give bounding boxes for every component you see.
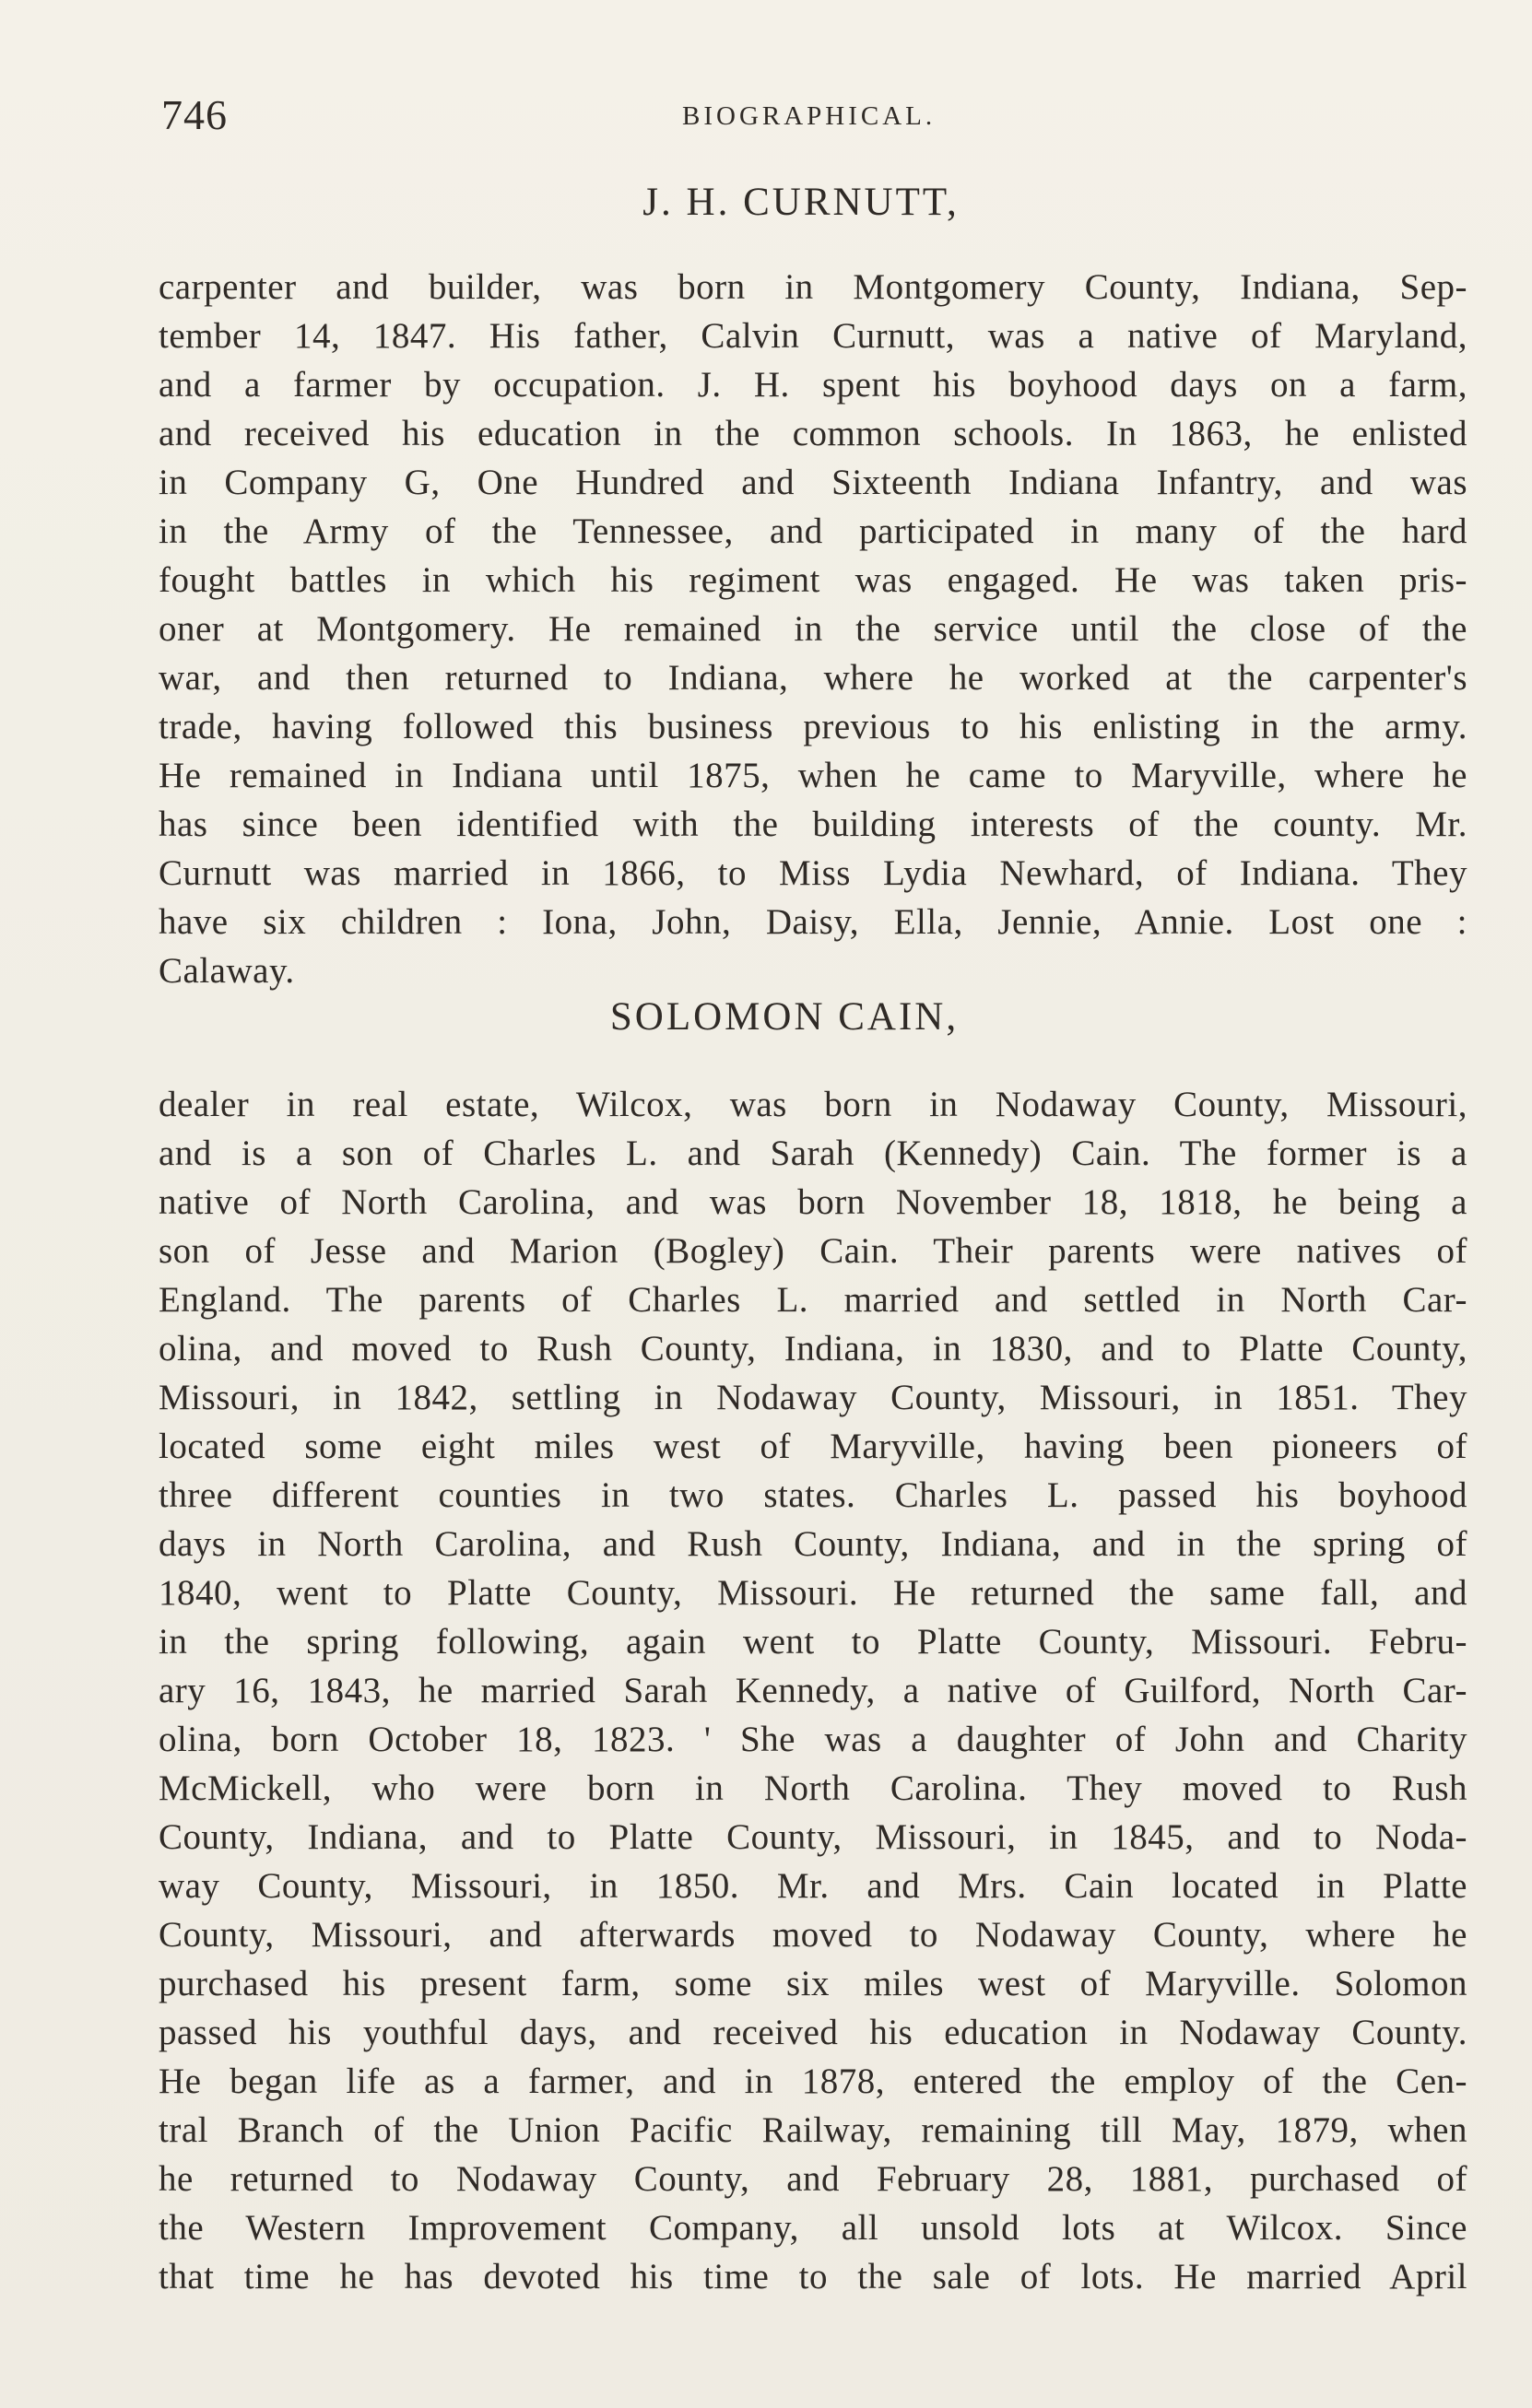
text-line: County, Indiana, and to Platte County, Missouri, in 1845, and to Noda- [159,1817,1467,1857]
text-line: that time he has devoted his time to the sale of lots. He married April [159,2257,1467,2296]
text-line: olina, born October 18, 1823. ' She was a daughter of John and Charity [159,1720,1467,1759]
text-line: Calaway. [159,951,295,991]
text-line: Curnutt was married in 1866, to Miss Lydia Newhard, of Indiana. They [159,853,1467,893]
text-line: Missouri, in 1842, settling in Nodaway County, Missouri, in 1851. They [159,1378,1467,1417]
page-number: 746 [161,91,228,138]
text-line: carpenter and builder, was born in Montgomery County, Indiana, Sep- [159,267,1467,307]
text-line: tember 14, 1847. His father, Calvin Curnutt, was a native of Maryland, [159,316,1467,356]
text-line: He remained in Indiana until 1875, when he came to Maryville, where he [159,756,1467,795]
text-line: oner at Montgomery. He remained in the service until the close of the [159,609,1467,649]
text-line: and received his education in the common schools. In 1863, he enlisted [159,414,1467,453]
text-line: olina, and moved to Rush County, Indiana, in 1830, and to Platte County, [159,1329,1467,1368]
text-line: ary 16, 1843, he married Sarah Kennedy, a native of Guilford, North Car- [159,1671,1467,1710]
text-line: 1840, went to Platte County, Missouri. He returned the same fall, and [159,1573,1467,1613]
text-line: in Company G, One Hundred and Sixteenth Indiana Infantry, and was [159,463,1467,502]
text-line: son of Jesse and Marion (Bogley) Cain. Their parents were natives of [159,1231,1467,1271]
running-title: BIOGRAPHICAL. [682,101,937,131]
text-line: three different counties in two states. Charles L. passed his boyhood [159,1475,1467,1515]
running-head [161,91,1470,149]
text-line: the Western Improvement Company, all unsold lots at Wilcox. Since [159,2208,1467,2248]
text-line: County, Missouri, and afterwards moved to Nodaway County, where he [159,1915,1467,1955]
text-line: war, and then returned to Indiana, where he worked at the carpenter's [159,658,1467,698]
text-line: native of North Carolina, and was born November 18, 1818, he being a [159,1182,1467,1222]
text-line: way County, Missouri, in 1850. Mr. and Mrs. Cain located in Platte [159,1866,1467,1906]
entry-body-cain [159,1080,1467,2301]
text-line: fought battles in which his regiment was engaged. He was taken pris- [159,560,1467,600]
text-line: located some eight miles west of Maryville, having been pioneers of [159,1427,1467,1466]
text-line: tral Branch of the Union Pacific Railway, remaining till May, 1879, when [159,2110,1467,2150]
text-line: purchased his present farm, some six miles west of Maryville. Solomon [159,1964,1467,2003]
text-line: England. The parents of Charles L. married and settled in North Car- [159,1280,1467,1320]
entry-title-cain: SOLOMON CAIN, [609,995,960,1039]
text-line: have six children : Iona, John, Daisy, Ella, Jennie, Annie. Lost one : [159,902,1467,942]
text-line: and is a son of Charles L. and Sarah (Kennedy) Cain. The former is a [159,1134,1467,1173]
entry-title-curnutt: J. H. CURNUTT, [642,181,960,224]
entry-body-curnutt [159,263,1467,995]
text-line: in the spring following, again went to Platte County, Missouri. Febru- [159,1622,1467,1662]
text-line: passed his youthful days, and received his education in Nodaway County. [159,2013,1467,2052]
text-line: McMickell, who were born in North Carolina. They moved to Rush [159,1768,1467,1808]
text-line: has since been identified with the building interests of the county. Mr. [159,805,1467,844]
text-line: days in North Carolina, and Rush County, Indiana, and in the spring of [159,1524,1467,1564]
text-line: dealer in real estate, Wilcox, was born in Nodaway County, Missouri, [159,1085,1467,1124]
text-line: he returned to Nodaway County, and February 28, 1881, purchased of [159,2159,1467,2199]
text-line: trade, having followed this business previous to his enlisting in the army. [159,707,1467,746]
text-line: and a farmer by occupation. J. H. spent his boyhood days on a farm, [159,365,1467,405]
text-line: in the Army of the Tennessee, and participated in many of the hard [159,511,1467,551]
text-line: He began life as a farmer, and in 1878, entered the employ of the Cen- [159,2061,1467,2101]
